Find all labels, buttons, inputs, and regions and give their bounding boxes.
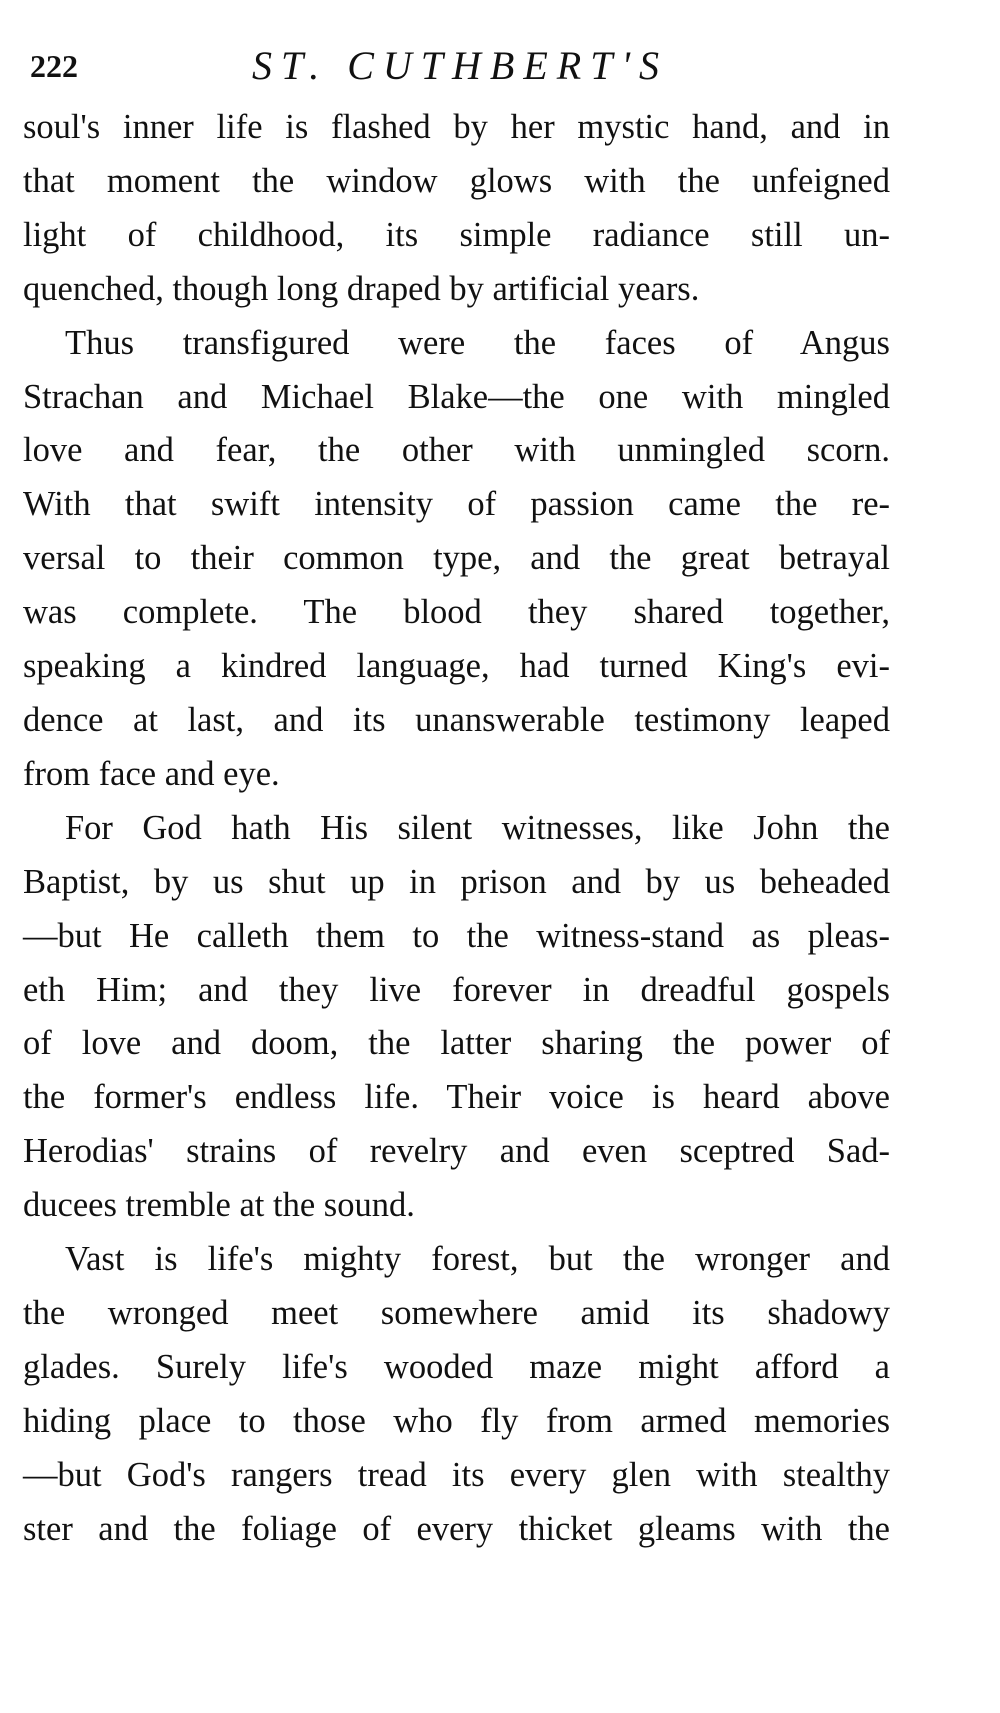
text-line: Thus transfigured were the faces of Angus <box>65 323 890 362</box>
text-line: was complete. The blood they shared together, <box>23 593 890 632</box>
text-line: of love and doom, the latter sharing the power of <box>23 1024 890 1063</box>
text-line: soul's inner life is flashed by her mystic hand, and in <box>23 108 890 146</box>
text-line: Strachan and Michael Blake—the one with mingled <box>23 377 890 416</box>
paragraph <box>23 802 890 1233</box>
body-text <box>23 101 890 1556</box>
text-line: eth Him; and they live forever in dreadful gospels <box>23 970 890 1009</box>
text-line: love and fear, the other with unmingled scorn. <box>23 431 890 470</box>
text-line: —but He calleth them to the witness-stand as pleas- <box>23 916 890 955</box>
page-number: 222 <box>30 48 78 84</box>
text-line: from face and eye. <box>23 754 280 793</box>
text-line: speaking a kindred language, had turned King's evi- <box>23 647 890 686</box>
text-line: that moment the window glows with the unfeigned <box>23 161 890 200</box>
text-line: ster and the foliage of every thicket gleams with the <box>23 1509 890 1548</box>
text-line: light of childhood, its simple radiance still un- <box>23 215 890 254</box>
text-line: ducees tremble at the sound. <box>23 1186 415 1225</box>
text-line: Vast is life's mighty forest, but the wronger and <box>65 1240 890 1279</box>
text-line: —but God's rangers tread its every glen with stealthy <box>23 1455 890 1494</box>
paragraph <box>23 101 890 317</box>
text-line: the former's endless life. Their voice is heard above <box>23 1078 890 1117</box>
running-head: ST. CUTHBERT'S <box>251 43 669 88</box>
page-header <box>30 42 890 92</box>
text-line: For God hath His silent witnesses, like John the <box>65 808 890 847</box>
text-line: quenched, though long draped by artificial years. <box>23 269 700 308</box>
text-line: Baptist, by us shut up in prison and by us beheaded <box>23 862 890 901</box>
text-line: the wronged meet somewhere amid its shadowy <box>23 1293 890 1332</box>
paragraph <box>23 317 890 802</box>
text-line: hiding place to those who fly from armed memories <box>23 1401 890 1440</box>
paragraph <box>23 1233 890 1556</box>
text-line: dence at last, and its unanswerable testimony leaped <box>23 700 890 739</box>
text-line: glades. Surely life's wooded maze might afford a <box>23 1347 890 1386</box>
text-line: With that swift intensity of passion came the re- <box>23 485 890 524</box>
text-line: Herodias' strains of revelry and even sceptred Sad- <box>23 1132 890 1171</box>
text-line: versal to their common type, and the great betrayal <box>23 539 890 578</box>
